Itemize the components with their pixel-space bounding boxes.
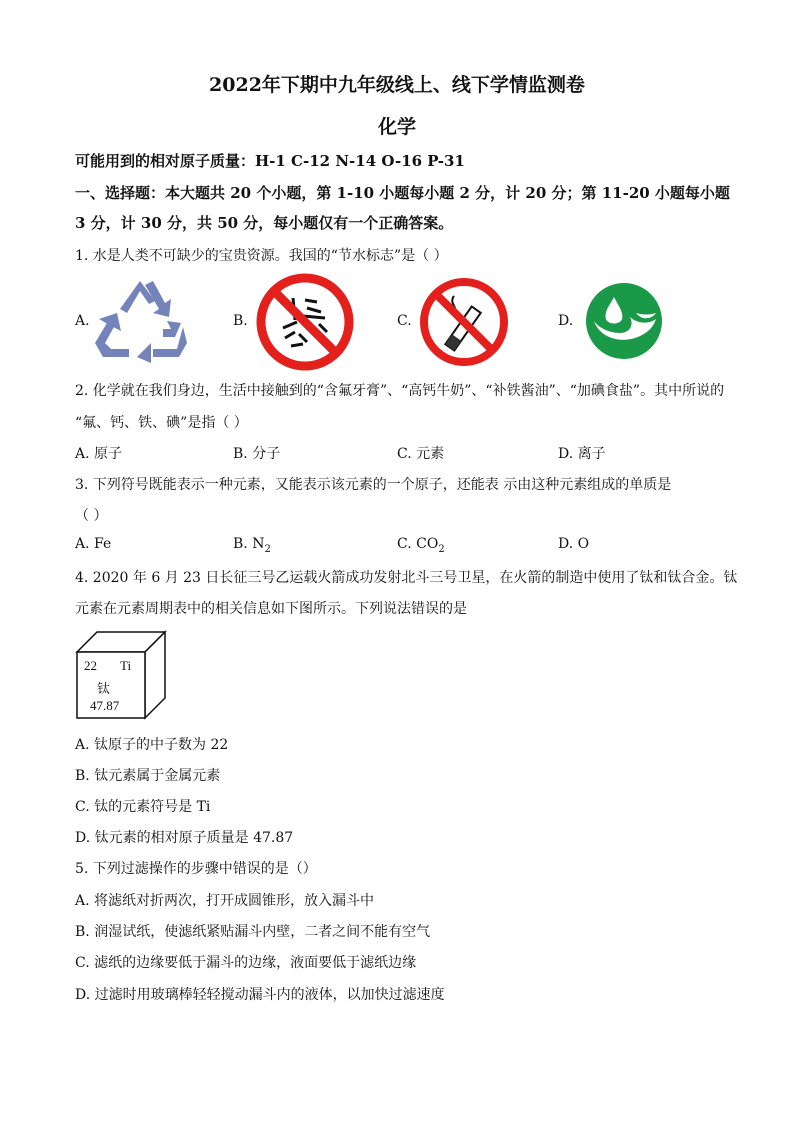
q5-option-b: B. 润湿试纸，使滤纸紧贴漏斗内壁，二者之间不能有空气	[75, 924, 431, 940]
q5-option-c: C. 滤纸的边缘要低于漏斗的边缘，液面要低于滤纸边缘	[75, 955, 417, 971]
atomic-masses: 可能用到的相对原子质量：H-1 C-12 N-14 O-16 P-31	[75, 152, 465, 170]
section-instruction-line1: 一、选择题：本大题共 20 个小题，第 1-10 小题每小题 2 分，计 20 分；第 11-20 小题每小题	[75, 184, 730, 202]
element-tile	[75, 630, 170, 720]
q3-stem-line1: 3. 下列符号既能表示一种元素，又能表示该元素的一个原子，还能表 示由这种元素组成的单质是	[75, 477, 672, 493]
q4-option-d: D. 钛元素的相对原子质量是 47.87	[75, 830, 294, 846]
q1-stem: 1. 水是人类不可缺少的宝贵资源。我国的“节水标志”是（ ）	[75, 248, 448, 264]
q5-option-a: A. 将滤纸对折两次，打开成圆锥形，放入漏斗中	[75, 893, 375, 909]
no-dumping-icon	[255, 272, 355, 372]
section-instruction-line2: 3 分，计 30 分，共 50 分，每小题仅有一个正确答案。	[75, 214, 454, 232]
tile-mass: 47.87	[90, 698, 120, 713]
page-title: 2022年下期中九年级线上、线下学情监测卷	[209, 74, 585, 96]
tile-name: 钛	[97, 681, 111, 696]
q3-stem-line2: （ ）	[75, 508, 108, 524]
q2-stem-line2: “氟、钙、铁、碘”是指（ ）	[75, 415, 248, 431]
q3-option-d: D. O	[558, 536, 590, 552]
q5-stem: 5. 下列过滤操作的步骤中错误的是（）	[75, 861, 317, 877]
q2-option-c: C. 元素	[397, 446, 445, 462]
page-subtitle: 化学	[377, 116, 416, 138]
q3-option-b: B. $N_2$	[233, 536, 271, 555]
tile-symbol: Ti	[120, 658, 132, 673]
q2-stem-line1: 2. 化学就在我们身边，生活中接触到的“含氟牙膏”、“高钙牛奶”、“补铁酱油”、“加碘食盐”。其中所说的	[75, 383, 725, 399]
q2-option-b: B. 分子	[233, 446, 281, 462]
q3-option-a: A. Fe	[75, 536, 112, 552]
q4-option-a: A. 钛原子的中子数为 22	[75, 737, 229, 753]
q1-option-d: D.	[558, 313, 574, 329]
tile-atomic-number: 22	[84, 658, 97, 673]
q4-stem-line1: 4. 2020 年 6 月 23 日长征三号乙运载火箭成功发射北斗三号卫星，在火箭的制造中使用了钛和钛合金。钛	[75, 570, 738, 586]
q2-option-d: D. 离子	[558, 446, 606, 462]
water-saving-icon	[584, 281, 664, 361]
no-smoking-icon	[418, 276, 510, 368]
q5-option-d: D. 过滤时用玻璃棒轻轻搅动漏斗内的液体，以加快过滤速度	[75, 987, 445, 1003]
q4-option-c: C. 钛的元素符号是 Ti	[75, 799, 211, 815]
q2-option-a: A. 原子	[75, 446, 123, 462]
q1-option-a: A.	[75, 313, 90, 329]
q3-option-c: C. $CO_2$	[397, 536, 445, 555]
q1-option-c: C.	[397, 313, 412, 329]
q4-stem-line2: 元素在元素周期表中的相关信息如下图所示。下列说法错误的是	[75, 601, 467, 617]
q4-option-b: B. 钛元素属于金属元素	[75, 768, 221, 784]
recycle-icon	[93, 277, 188, 363]
q1-option-b: B.	[233, 313, 248, 329]
